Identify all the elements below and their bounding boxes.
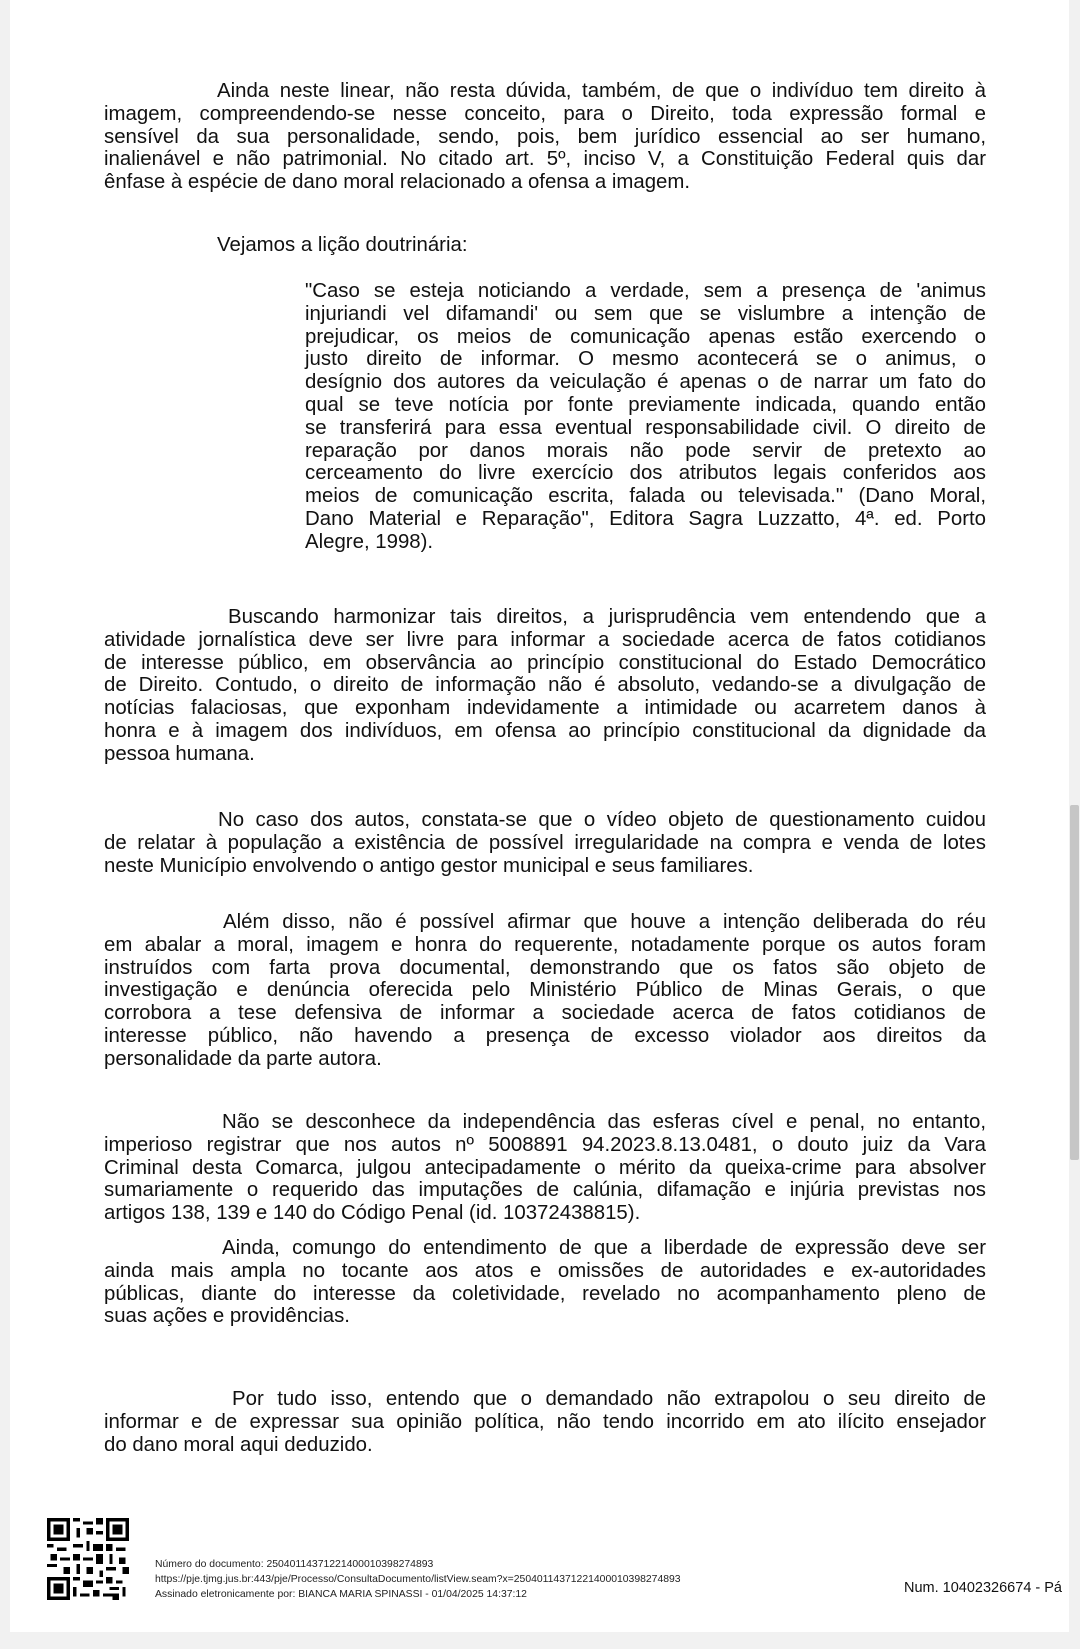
text-line: notícias falaciosas, que exponham indevidamente a intimidade ou acarretem danos à [104, 697, 986, 720]
text-line: do dano moral aqui deduzido. [104, 1433, 373, 1456]
text-line: No caso dos autos, constata-se que o vídeo objeto de questionamento cuidou [218, 809, 986, 831]
text-line: de relatar à população a existência de possível irregularidade na compra e venda de lotes [104, 831, 986, 854]
text-line: públicas, diante do interesse da coletividade, revelado no acompanhamento pleno de [104, 1282, 986, 1305]
document-url[interactable]: https://pje.tjmg.jus.br:443/pje/Processo/ConsultaDocumento/listView.seam?x=25040114371221400010398274893 [155, 1574, 681, 1585]
text-line: Ainda neste linear, não resta dúvida, também, de que o indivíduo tem direito à [217, 80, 986, 102]
quote-line: Dano Material e Reparação", Editora Sagra Luzzatto, 4ª. ed. Porto [305, 507, 986, 530]
paragraph-conclusion [104, 1388, 986, 1456]
text-line: Ainda, comungo do entendimento de que a liberdade de expressão deve ser [222, 1237, 986, 1259]
text-line: personalidade da parte autora. [104, 1047, 382, 1070]
text-line: honra e à imagem dos indivíduos, em ofensa ao princípio constitucional da dignidade da [104, 719, 986, 742]
quote-line: se transferirá para essa eventual responsabilidade civil. O direito de [305, 416, 986, 439]
page-number: Num. 10402326674 - Pá [904, 1580, 1062, 1596]
text-line: interesse público, não havendo a presença de excesso violador aos direitos da [104, 1024, 986, 1047]
text-line: Não se desconhece da independência das esferas cível e penal, no entanto, [222, 1111, 986, 1133]
document-number: Número do documento: 25040114371221400010398274893 [155, 1559, 434, 1570]
text-line: sumariamente o requerido das imputações de calúnia, difamação e injúria previstas nos [104, 1179, 986, 1202]
text-line: artigos 138, 139 e 140 do Código Penal (id. 10372438815). [104, 1202, 641, 1225]
text-line: instruídos com farta prova documental, demonstrando que os fatos são objeto de [104, 956, 986, 979]
text-line: atividade jornalística deve ser livre para informar a sociedade acerca de fatos cotidianos [104, 628, 986, 651]
paragraph-image-rights [104, 80, 986, 194]
text-line: ênfase à espécie de dano moral relacionado a ofensa a imagem. [104, 171, 691, 194]
signed-by: Assinado eletronicamente por: BIANCA MARIA SPINASSI - 01/04/2025 14:37:12 [155, 1589, 527, 1600]
paragraph-criminal-case [104, 1111, 986, 1225]
document-page [10, 0, 1069, 1632]
quote-line: desígnio dos autores da veiculação é apenas o de narrar um fato do [305, 371, 986, 394]
quote-line: cerceamento do livre exercício dos atributos legais conferidos aos [305, 462, 986, 485]
doctrine-intro: Vejamos a lição doutrinária: [217, 234, 468, 256]
text-line: Por tudo isso, entendo que o demandado não extrapolou o seu direito de [232, 1388, 986, 1410]
paragraph-case-facts [104, 809, 986, 877]
text-line: pessoa humana. [104, 742, 255, 765]
quote-line: qual se teve notícia por fonte previamente indicada, quando então [305, 393, 986, 416]
text-line: Além disso, não é possível afirmar que houve a intenção deliberada do réu [223, 911, 986, 933]
text-line: em abalar a moral, imagem e honra do requerente, notadamente porque os autos foram [104, 933, 986, 956]
text-line: informar e de expressar sua opinião política, não tendo incorrido em ato ilícito ensejador [104, 1410, 986, 1433]
paragraph-no-intent [104, 911, 986, 1071]
signature-footer [10, 1518, 1069, 1618]
text-line: ainda mais ampla no tocante aos atos e omissões de autoridades e ex-autoridades [104, 1259, 986, 1282]
paragraph-freedom-expression [104, 1237, 986, 1328]
quote-line: justo direito de informar. O mesmo acontecerá se o animus, o [305, 348, 986, 371]
text-line: imagem, compreendendo-se nesse conceito, para o Direito, toda expressão formal e [104, 102, 986, 125]
text-line: imperioso registrar que nos autos nº 5008891 94.2023.8.13.0481, o douto juiz da Vara [104, 1133, 986, 1156]
text-line: suas ações e providências. [104, 1305, 350, 1328]
quote-line: reparação por danos morais não pode servir de pretexto ao [305, 439, 986, 462]
text-line: investigação e denúncia oferecida pelo Ministério Público de Minas Gerais, o que [104, 979, 986, 1002]
doctrine-quote [305, 280, 986, 554]
quote-line: injuriandi vel difamandi' ou sem que se vislumbre a intenção de [305, 302, 986, 325]
text-line: sensível da sua personalidade, sendo, pois, bem jurídico essencial ao ser humano, [104, 125, 986, 148]
quote-line: meios de comunicação escrita, falada ou televisada." (Dano Moral, [305, 485, 986, 508]
text-line: neste Município envolvendo o antigo gestor municipal e seus familiares. [104, 854, 754, 877]
text-line: inalienável e não patrimonial. No citado art. 5º, inciso V, a Constituição Federal quis dar [104, 148, 986, 171]
signature-details [155, 1557, 681, 1602]
quote-line: prejudicar, os meios de comunicação apenas estão exercendo o [305, 325, 986, 348]
scrollbar-thumb[interactable] [1070, 805, 1079, 1160]
text-line: de interesse público, em observância ao princípio constitucional do Estado Democrático [104, 651, 986, 674]
scrollbar-track[interactable] [1069, 0, 1080, 1649]
qr-code-icon [47, 1518, 129, 1600]
text-line: corrobora a tese defensiva de informar a sociedade acerca de fatos cotidianos de [104, 1002, 986, 1025]
quote-line: "Caso se esteja noticiando a verdade, sem a presença de 'animus [305, 280, 986, 302]
paragraph-jurisprudence [104, 606, 986, 766]
quote-line: Alegre, 1998). [305, 530, 434, 553]
text-line: Buscando harmonizar tais direitos, a jurisprudência vem entendendo que a [228, 606, 986, 628]
text-line: Criminal desta Comarca, julgou antecipadamente o mérito da queixa-crime para absolver [104, 1156, 986, 1179]
text-line: de Direito. Contudo, o direito de informação não é absoluto, vedando-se a divulgação de [104, 674, 986, 697]
